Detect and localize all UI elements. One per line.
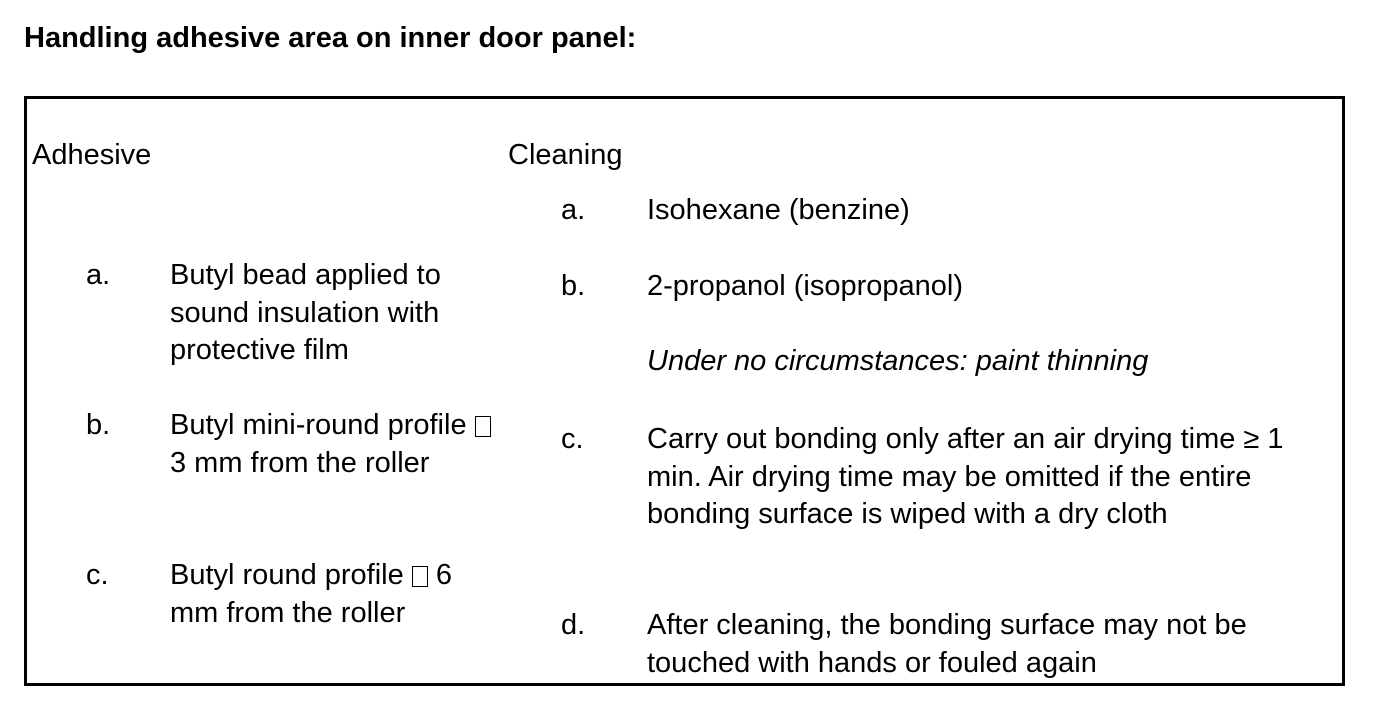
cleaning-item-b-marker: b. <box>561 270 586 302</box>
adhesive-item-b-text-after: 3 mm from the roller <box>170 446 430 479</box>
missing-glyph-box-icon <box>412 566 428 587</box>
cleaning-item-a-marker: a. <box>561 194 586 226</box>
cleaning-item-a-text: Isohexane (benzine) <box>647 194 910 226</box>
cleaning-warning: Under no circumstances: paint thinning <box>647 345 1149 377</box>
adhesive-item-c-text-before: Butyl round profile <box>170 559 404 591</box>
adhesive-cleaning-panel <box>24 96 1345 686</box>
adhesive-item-b-text <box>170 407 510 482</box>
cleaning-item-d-text: After cleaning, the bonding surface may not be touched with hands or fouled again <box>647 609 1247 679</box>
cleaning-item-b-text: 2-propanol (isopropanol) <box>647 270 963 302</box>
cleaning-heading: Cleaning <box>508 139 623 171</box>
adhesive-item-c-marker: c. <box>86 559 109 591</box>
adhesive-item-a-marker: a. <box>86 259 111 291</box>
cleaning-item-d-marker: d. <box>561 609 586 641</box>
cleaning-item-c-text: Carry out bonding only after an air drying time ≥ 1 min. Air drying time may be omitted if the entire bonding surface is wiped with a dry cloth <box>647 423 1284 530</box>
adhesive-item-a-text: Butyl bead applied to sound insulation with protective film <box>170 259 441 366</box>
adhesive-item-c-text-after: 6 mm from the roller <box>170 559 453 629</box>
missing-glyph-box-icon <box>475 416 491 437</box>
adhesive-heading: Adhesive <box>32 139 152 171</box>
adhesive-item-b-text-before: Butyl mini-round profile <box>170 409 467 441</box>
adhesive-item-b-marker: b. <box>86 409 111 441</box>
page-title: Handling adhesive area on inner door panel: <box>24 22 637 54</box>
adhesive-item-c-text <box>170 557 470 632</box>
cleaning-item-c-marker: c. <box>561 423 584 455</box>
